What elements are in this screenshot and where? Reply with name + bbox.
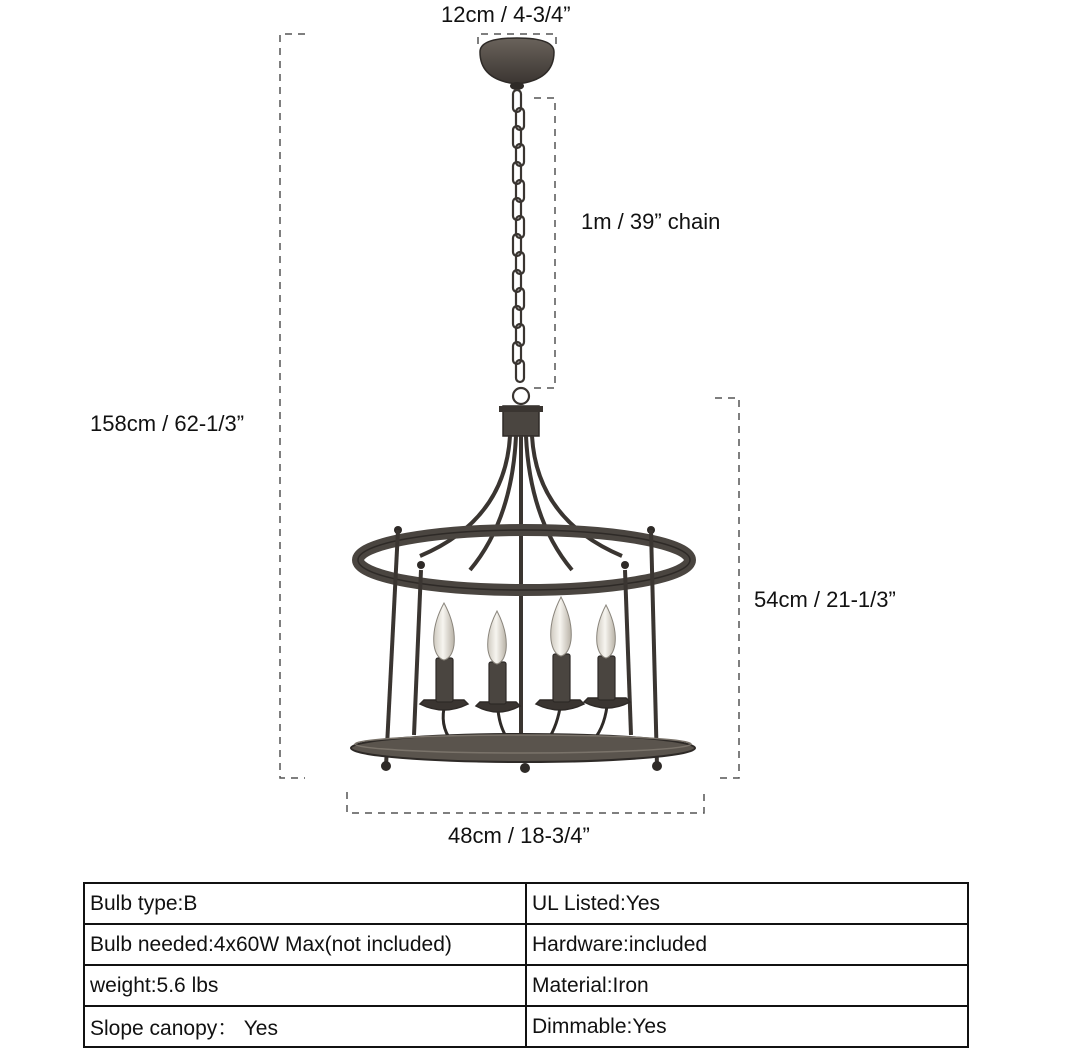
- bulb-icon: [488, 611, 507, 664]
- bulb-icon: [434, 603, 455, 660]
- spec-cell: Dimmable:Yes: [526, 1006, 968, 1047]
- table-row: [84, 965, 968, 1006]
- cage-width-line: [347, 792, 704, 813]
- ceiling-canopy: [480, 38, 554, 90]
- spec-table: [83, 882, 969, 1048]
- spec-cell: Slope canopy： Yes: [84, 1006, 526, 1047]
- table-row: [84, 1006, 968, 1047]
- spec-cell: Material:Iron: [526, 965, 968, 1006]
- bulb-icon: [551, 597, 572, 656]
- total-height-label: 158cm / 62-1/3”: [90, 411, 245, 436]
- spec-cell: UL Listed:Yes: [526, 883, 968, 924]
- candle-sleeves: [436, 654, 615, 704]
- candle-bulbs: [434, 597, 616, 664]
- cage-height-line: [715, 398, 739, 778]
- bottom-ring: [351, 734, 695, 773]
- total-height-line: [280, 34, 305, 778]
- hanging-chain: [513, 90, 529, 404]
- spec-cell: Bulb type:B: [84, 883, 526, 924]
- top-ring: [358, 526, 690, 590]
- table-row: [84, 924, 968, 965]
- top-hub: [499, 406, 543, 436]
- cage-height-label: 54cm / 21-1/3”: [754, 587, 896, 612]
- chain-length-line: [534, 98, 555, 388]
- bulb-icon: [597, 605, 616, 658]
- canopy-width-label: 12cm / 4-3/4”: [441, 2, 571, 27]
- spec-cell: Hardware:included: [526, 924, 968, 965]
- spec-cell: Bulb needed:4x60W Max(not included): [84, 924, 526, 965]
- chain-length-label: 1m / 39” chain: [581, 209, 721, 234]
- spec-cell: weight:5.6 lbs: [84, 965, 526, 1006]
- cage-width-label: 48cm / 18-3/4”: [448, 823, 590, 848]
- table-row: [84, 883, 968, 924]
